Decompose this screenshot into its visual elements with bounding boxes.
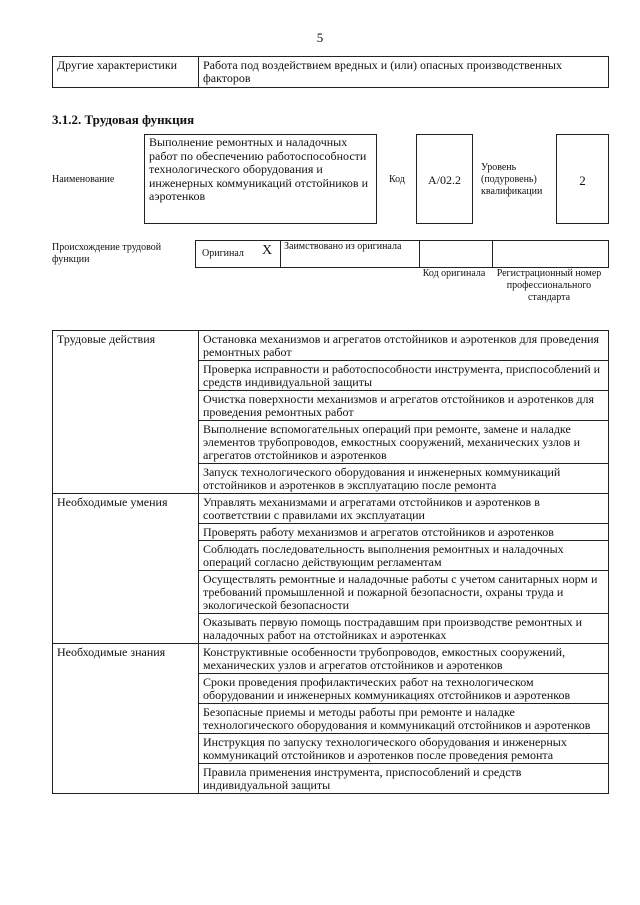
table-row: Конструктивные особенности трубопроводов, емкостных сооружений, механических узлов и агрегатов отстойников и аэротенков: [199, 644, 609, 674]
original-mark: X: [262, 243, 273, 258]
code-caption: Код оригинала: [422, 268, 486, 279]
original-code-cell: [420, 241, 493, 268]
page-number: 5: [316, 30, 324, 45]
table-row: Проверка исправности и работоспособности инструмента, приспособлений и средств индивидуальной защиты: [199, 361, 609, 391]
origin-table: [195, 240, 609, 268]
registration-caption: Регистрационный номер профессионального стандарта: [496, 268, 602, 303]
table-row: Выполнение вспомогательных операций при ремонте, замене и наладке элементов трубопроводов, емкостных сооружений, механических узлов и агрегатов отстойников и аэротенков: [199, 421, 609, 464]
origin-label: Происхождение трудовой функции: [52, 242, 162, 265]
category-knowledge: Необходимые знания: [53, 644, 199, 794]
table-row: Оказывать первую помощь пострадавшим при производстве ремонтных и наладочных работ на отстойниках и аэротенках: [199, 614, 609, 644]
function-details-table: [52, 330, 609, 794]
other-characteristics-table: [52, 56, 609, 88]
table-row: Осуществлять ремонтные и наладочные работы с учетом санитарных норм и требований промышленной и пожарной безопасности, охраны труда и экологической безопасности: [199, 571, 609, 614]
registration-number-cell: [493, 241, 609, 268]
qualification-level: 2: [556, 134, 609, 224]
other-characteristics-value: Работа под воздействием вредных и (или) опасных производственных факторов: [199, 57, 609, 88]
table-row: Проверять работу механизмов и агрегатов отстойников и аэротенков: [199, 524, 609, 541]
code-label: Код: [389, 174, 405, 185]
section-title: 3.1.2. Трудовая функция: [52, 112, 195, 127]
table-row: Остановка механизмов и агрегатов отстойников и аэротенков для проведения ремонтных работ: [199, 331, 609, 361]
table-row: Очистка поверхности механизмов и агрегатов отстойников и аэротенков для проведения ремонтных работ: [199, 391, 609, 421]
name-label: Наименование: [52, 174, 115, 185]
table-row: Управлять механизмами и агрегатами отстойников и аэротенков в соответствии с правилами их эксплуатации: [199, 494, 609, 524]
category-skills: Необходимые умения: [53, 494, 199, 644]
table-row: Инструкция по запуску технологического оборудования и инженерных коммуникаций отстойников и аэротенков после проведения ремонта: [199, 734, 609, 764]
table-row: Запуск технологического оборудования и инженерных коммуникаций отстойников и аэротенков в эксплуатацию после ремонта: [199, 464, 609, 494]
table-row: Сроки проведения профилактических работ на технологическом оборудовании и инженерных коммуникациях отстойников и аэротенков: [199, 674, 609, 704]
original-label: Оригинал: [202, 248, 244, 259]
function-name: Выполнение ремонтных и наладочных работ по обеспечению работоспособности технологического оборудования и инженерных коммуникаций отстойников и аэротенков: [144, 134, 377, 224]
other-characteristics-label: Другие характеристики: [53, 57, 199, 88]
level-label: Уровень (подуровень) квалификации: [481, 162, 543, 197]
table-row: Безопасные приемы и методы работы при ремонте и наладке технологического оборудования и коммуникаций отстойников и аэротенков: [199, 704, 609, 734]
table-row: Соблюдать последовательность выполнения ремонтных и наладочных операций согласно действующим регламентам: [199, 541, 609, 571]
table-row: Правила применения инструмента, приспособлений и средств индивидуальной защиты: [199, 764, 609, 794]
function-code: А/02.2: [416, 134, 473, 224]
original-cell: [196, 241, 281, 268]
borrowed-cell: Заимствовано из оригинала: [281, 241, 420, 268]
category-labor-actions: Трудовые действия: [53, 331, 199, 494]
